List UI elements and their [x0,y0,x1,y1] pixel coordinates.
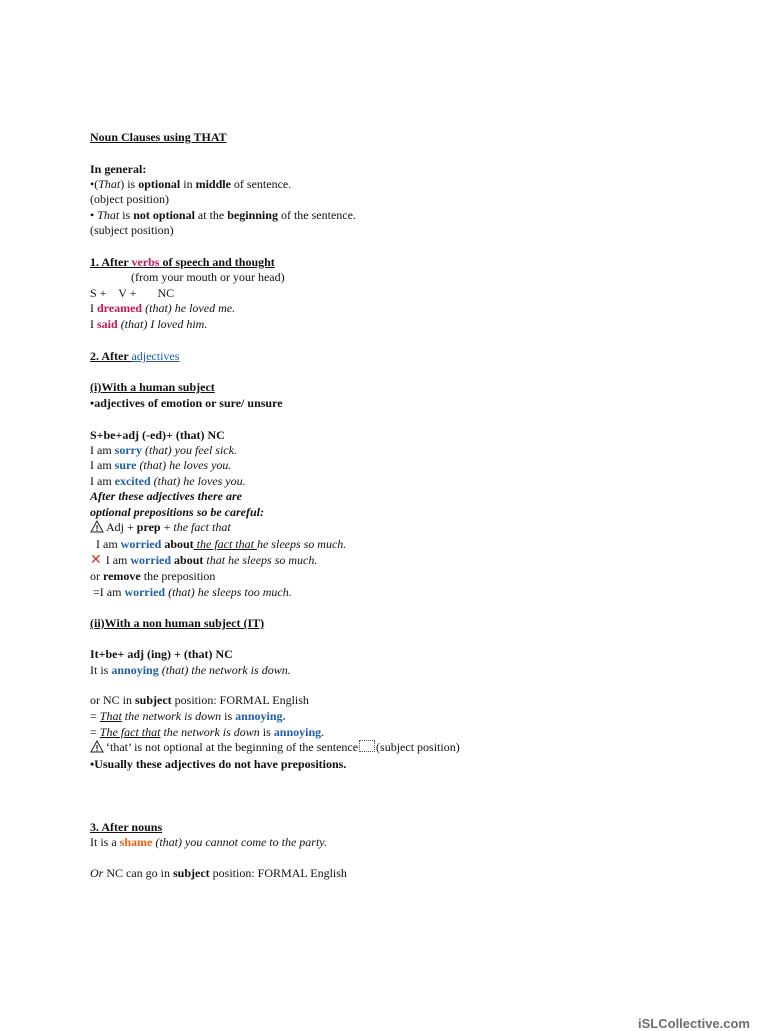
section-1-heading: 1. After verbs of speech and thought [90,255,275,269]
section-3-formal-note: Or NC can go in subject position: FORMAL English [90,866,347,880]
section-2-subheading-1: (i)With a human subject [90,380,215,394]
section-1-note: (from your mouth or your head) [131,270,285,284]
section-2-example-9: = The fact that the network is down is annoying. [90,725,325,739]
general-heading: In general: [90,162,147,176]
section-2-example-1: I am sorry (that) you feel sick. [90,443,237,457]
wrong-x-icon: ✕ [90,552,102,568]
section-2-that-note: ‘that’ is not optional at the beginning of the sentence (subject position) [90,740,460,755]
placeholder-box-icon [359,740,375,752]
section-2-rule: Adj + prep + the fact that [90,520,231,535]
warning-icon [90,740,104,753]
section-1-example-1: I dreamed (that) he loved me. [90,301,236,315]
section-2-sub1-note: •adjectives of emotion or sure/ unsure [90,396,283,410]
section-2-example-7: It is annoying (that) the network is down. [90,663,291,677]
section-2-example-3: I am excited (that) he loves you. [90,474,246,488]
general-line-3: • That is not optional at the beginning of the sentence. [90,208,356,222]
section-2-subheading-2: (ii)With a non human subject (IT) [90,616,265,630]
section-2-example-2: I am sure (that) he loves you. [90,458,232,472]
general-line-2: (object position) [90,192,169,206]
section-2-example-4: I am worried about the fact that he sleeps so much. [96,537,347,551]
warning-icon [90,520,104,533]
general-line-4: (subject position) [90,223,174,237]
section-2-remove-note: or remove the preposition [90,569,216,583]
section-2-example-6: =I am worried (that) he sleeps too much. [93,585,292,599]
section-2-usually-note: •Usually these adjectives do not have prepositions. [90,757,347,771]
section-2-formula-1: S+be+adj (-ed)+ (that) NC [90,428,225,442]
section-3-example-1: It is a shame (that) you cannot come to the party. [90,835,327,849]
section-2-formula-2: It+be+ adj (ing) + (that) NC [90,647,233,661]
section-3-heading: 3. After nouns [90,820,163,834]
section-2-formal-note: or NC in subject position: FORMAL English [90,693,309,707]
general-line-1: •(That) is optional in middle of sentence. [90,177,292,191]
section-2-warning-line-2: optional prepositions so be careful: [90,505,265,519]
section-1-example-2: I said (that) I loved him. [90,317,208,331]
section-2-warning-line-1: After these adjectives there are [90,489,242,503]
section-2-example-8: = That the network is down is annoying. [90,709,286,723]
section-1-formula: S + V + NC [90,286,175,300]
section-2-heading: 2. After adjectives [90,349,180,363]
section-2-example-5: ✕ I am worried about that he sleeps so much. [90,552,318,568]
page-title: Noun Clauses using THAT [90,130,227,144]
footer-watermark: iSLCollective.com [638,1016,750,1031]
